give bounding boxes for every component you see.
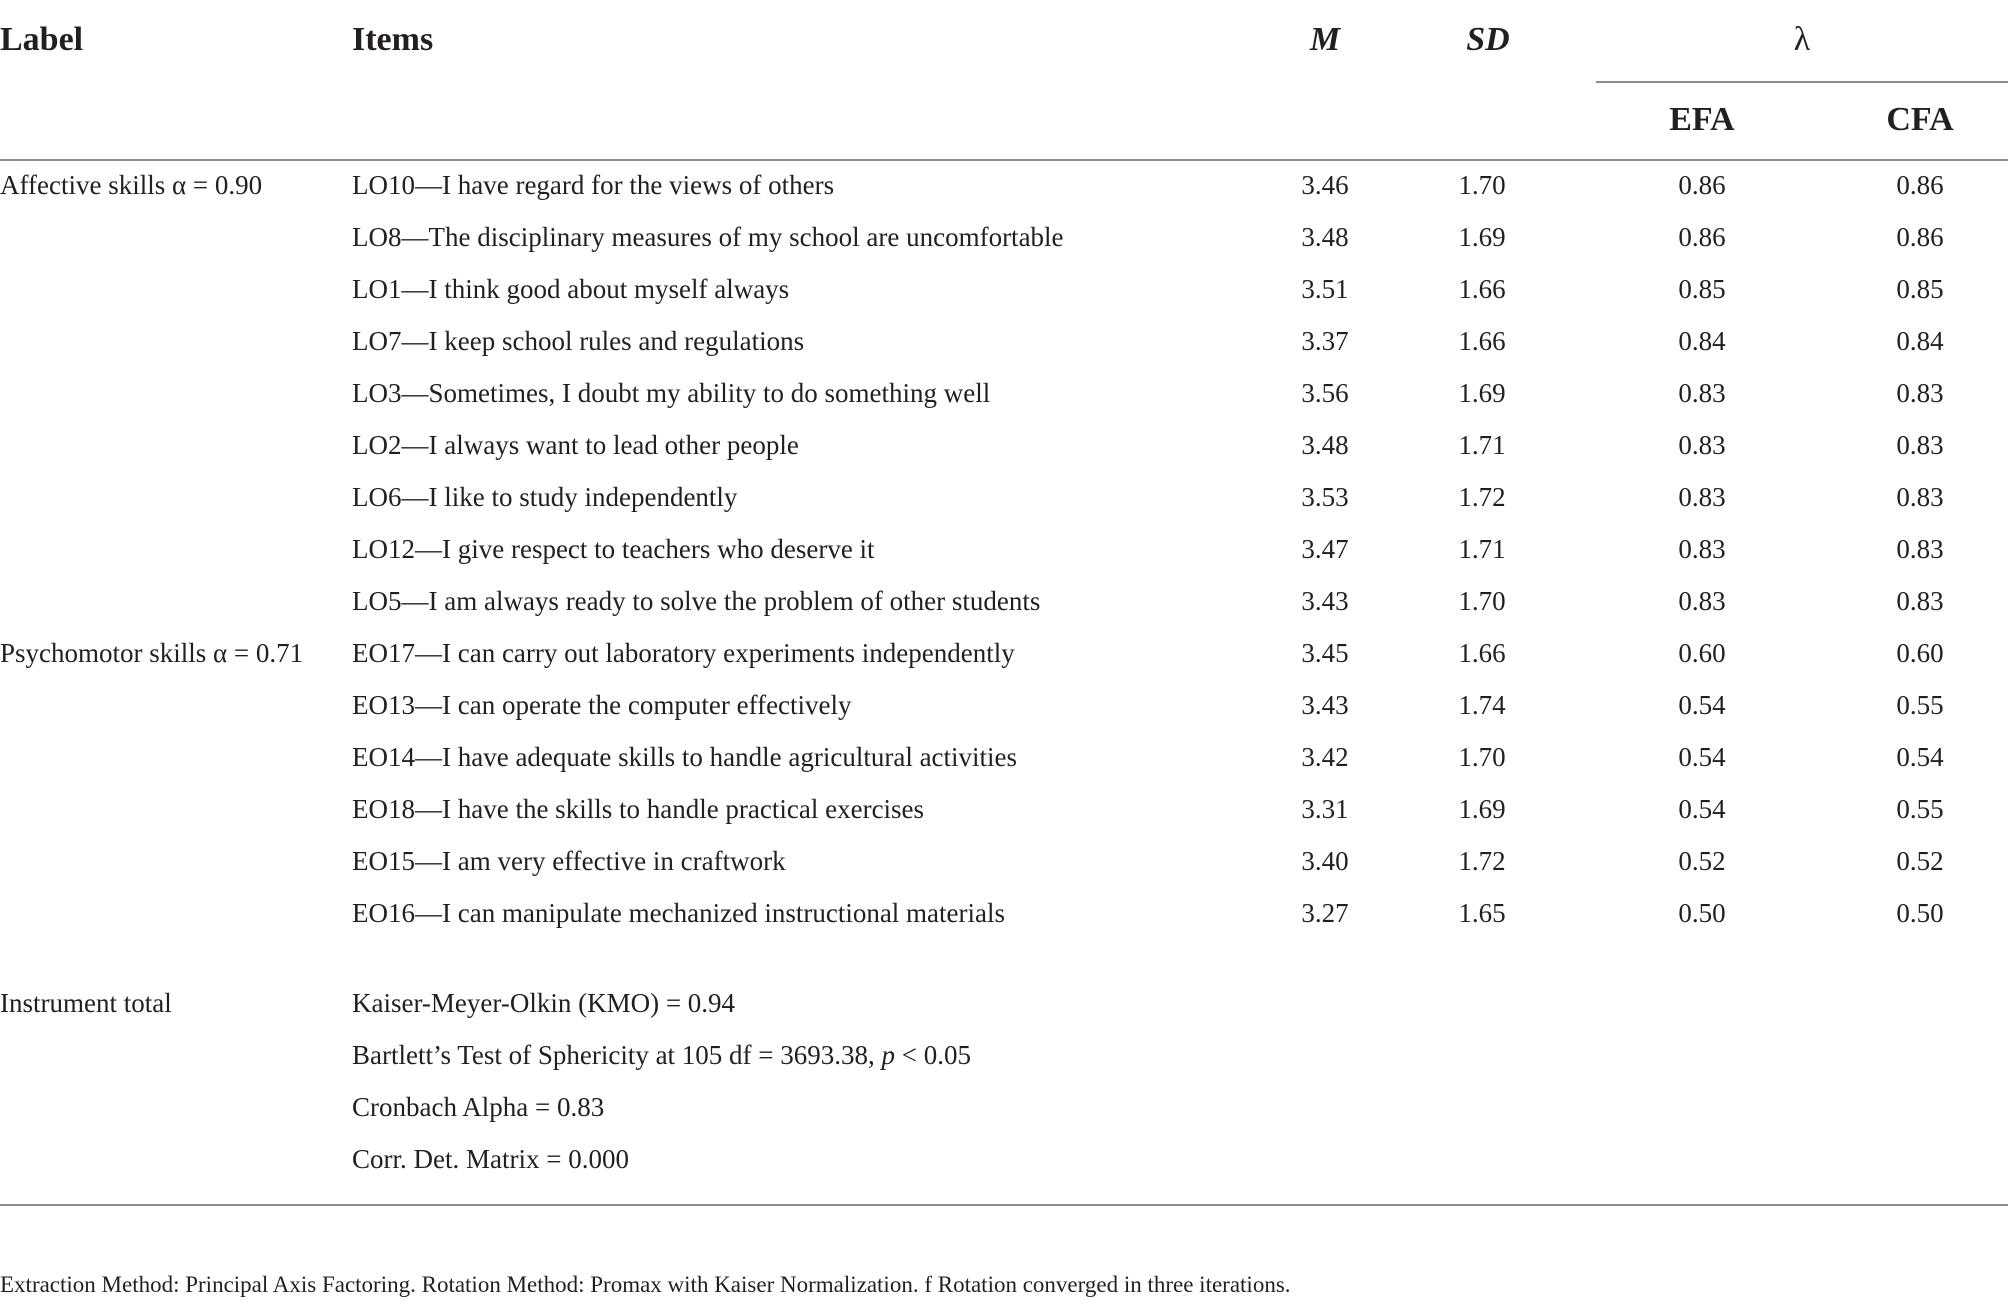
instrument-total-label: Instrument total — [0, 988, 172, 1018]
cell-cfa: 0.83 — [1896, 378, 1944, 408]
cell-efa: 0.60 — [1678, 638, 1726, 668]
cell-efa: 0.83 — [1678, 430, 1726, 460]
cell-efa: 0.54 — [1678, 742, 1726, 772]
cell-sd: 1.66 — [1458, 638, 1506, 668]
header-label: Label — [0, 21, 84, 58]
cell-cfa: 0.86 — [1896, 222, 1944, 252]
header-efa: EFA — [1669, 101, 1735, 138]
cell-m: 3.31 — [1301, 794, 1349, 824]
item-text: LO1—I think good about myself always — [352, 274, 790, 304]
item-text: EO13—I can operate the computer effectively — [352, 690, 852, 720]
cell-cfa: 0.83 — [1896, 482, 1944, 512]
cell-m: 3.42 — [1301, 742, 1349, 772]
cell-cfa: 0.50 — [1896, 898, 1944, 928]
cell-sd: 1.71 — [1458, 534, 1506, 564]
cell-efa: 0.54 — [1678, 690, 1726, 720]
cell-m: 3.40 — [1301, 846, 1349, 876]
cell-cfa: 0.84 — [1896, 326, 1944, 356]
bartlett-p: p — [881, 1040, 896, 1070]
cell-cfa: 0.54 — [1896, 742, 1944, 772]
cell-cfa: 0.55 — [1896, 794, 1944, 824]
item-text: LO6—I like to study independently — [352, 482, 738, 512]
item-text: LO3—Sometimes, I doubt my ability to do something well — [352, 378, 991, 408]
item-text: LO7—I keep school rules and regulations — [352, 326, 805, 356]
cell-sd: 1.71 — [1458, 430, 1506, 460]
cell-m: 3.47 — [1301, 534, 1349, 564]
header-cfa: CFA — [1886, 101, 1954, 138]
group-label: Affective skills α = 0.90 — [0, 170, 263, 200]
cell-m: 3.56 — [1301, 378, 1349, 408]
cell-m: 3.43 — [1301, 586, 1349, 616]
cell-sd: 1.70 — [1458, 170, 1506, 200]
cell-efa: 0.84 — [1678, 326, 1726, 356]
cell-sd: 1.65 — [1458, 898, 1506, 928]
header-lambda: λ — [1793, 21, 1811, 58]
bartlett-suffix: < 0.05 — [895, 1040, 972, 1070]
cell-m: 3.53 — [1301, 482, 1349, 512]
cell-m: 3.51 — [1301, 274, 1349, 304]
header-rule — [0, 159, 2008, 161]
cell-m: 3.48 — [1301, 430, 1349, 460]
bartlett-text — [352, 1038, 971, 1072]
cell-cfa: 0.85 — [1896, 274, 1944, 304]
cell-efa: 0.50 — [1678, 898, 1726, 928]
cell-cfa: 0.55 — [1896, 690, 1944, 720]
cell-sd: 1.74 — [1458, 690, 1506, 720]
cell-efa: 0.83 — [1678, 534, 1726, 564]
item-text: LO8—The disciplinary measures of my school are uncomfortable — [352, 222, 1064, 252]
cell-efa: 0.86 — [1678, 222, 1726, 252]
item-text: LO10—I have regard for the views of others — [352, 170, 835, 200]
kmo-text: Kaiser-Meyer-Olkin (KMO) = 0.94 — [352, 988, 736, 1018]
cell-cfa: 0.83 — [1896, 430, 1944, 460]
item-text: EO15—I am very effective in craftwork — [352, 846, 786, 876]
cell-cfa: 0.52 — [1896, 846, 1944, 876]
cell-efa: 0.83 — [1678, 482, 1726, 512]
cell-efa: 0.52 — [1678, 846, 1726, 876]
bartlett-prefix: Bartlett’s Test of Sphericity at 105 df = 3693.38, — [352, 1040, 882, 1070]
cell-efa: 0.85 — [1678, 274, 1726, 304]
group-label: Psychomotor skills α = 0.71 — [0, 638, 304, 668]
cell-sd: 1.70 — [1458, 742, 1506, 772]
item-text: EO14—I have adequate skills to handle agricultural activities — [352, 742, 1018, 772]
cell-efa: 0.86 — [1678, 170, 1726, 200]
lambda-underline — [1596, 81, 2008, 83]
cell-cfa: 0.60 — [1896, 638, 1944, 668]
cell-sd: 1.72 — [1458, 482, 1506, 512]
cell-m: 3.46 — [1301, 170, 1349, 200]
cell-sd: 1.66 — [1458, 274, 1506, 304]
cell-cfa: 0.86 — [1896, 170, 1944, 200]
item-text: LO12—I give respect to teachers who deserve it — [352, 534, 875, 564]
cell-efa: 0.83 — [1678, 378, 1726, 408]
cell-efa: 0.54 — [1678, 794, 1726, 824]
cell-sd: 1.70 — [1458, 586, 1506, 616]
cell-cfa: 0.83 — [1896, 534, 1944, 564]
cell-m: 3.27 — [1301, 898, 1349, 928]
cell-m: 3.45 — [1301, 638, 1349, 668]
bottom-rule — [0, 1204, 2008, 1206]
cell-cfa: 0.83 — [1896, 586, 1944, 616]
header-mean: M — [1309, 21, 1341, 58]
cell-sd: 1.69 — [1458, 794, 1506, 824]
cell-sd: 1.69 — [1458, 222, 1506, 252]
corr-det-text: Corr. Det. Matrix = 0.000 — [352, 1144, 629, 1174]
item-text: EO18—I have the skills to handle practical exercises — [352, 794, 925, 824]
cell-sd: 1.72 — [1458, 846, 1506, 876]
item-text: EO16—I can manipulate mechanized instructional materials — [352, 898, 1006, 928]
cell-efa: 0.83 — [1678, 586, 1726, 616]
cell-m: 3.43 — [1301, 690, 1349, 720]
cell-sd: 1.69 — [1458, 378, 1506, 408]
cell-sd: 1.66 — [1458, 326, 1506, 356]
header-items: Items — [352, 21, 434, 58]
cell-m: 3.48 — [1301, 222, 1349, 252]
footnote: Extraction Method: Principal Axis Factoring. Rotation Method: Promax with Kaiser Normalization. f Rotation converged in three iterations. — [0, 1272, 1291, 1297]
item-text: LO2—I always want to lead other people — [352, 430, 799, 460]
cronbach-text: Cronbach Alpha = 0.83 — [352, 1092, 605, 1122]
item-text: EO17—I can carry out laboratory experiments independently — [352, 638, 1015, 668]
item-text: LO5—I am always ready to solve the problem of other students — [352, 586, 1041, 616]
cell-m: 3.37 — [1301, 326, 1349, 356]
header-sd: SD — [1466, 21, 1510, 58]
